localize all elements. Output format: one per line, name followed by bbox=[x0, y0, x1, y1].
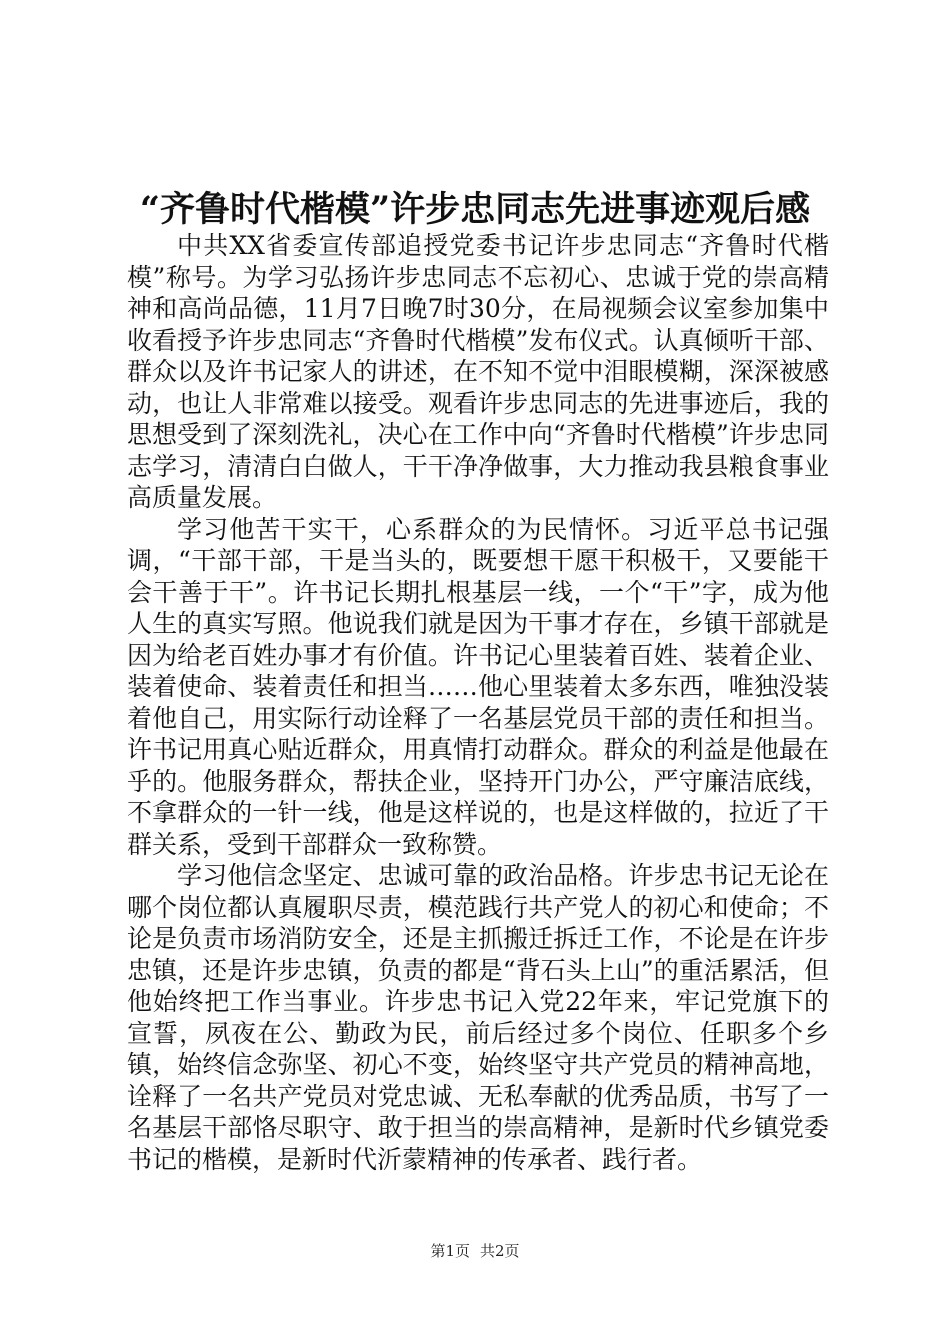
paragraph-3: 学习他信念坚定、忠诚可靠的政治品格。许步忠书记无论在哪个岗位都认真履职尽责，模范践行共产党人的初心和使命；不论是负责市场消防安全，还是主抓搬迁拆迁工作，不论是在许步忠镇，还是许步忠镇，负责的都是“背石头上山”的重活累活，但他始终把工作当事业。许步忠书记入党22年来，牢记党旗下的宣誓，夙夜在公、勤政为民，前后经过多个岗位、任职多个乡镇，始终信念弥坚、初心不变，始终坚守共产党员的精神高地，诠释了一名共产党员对党忠诚、无私奉献的优秀品质，书写了一名基层干部恪尽职守、敢于担当的崇高精神，是新时代乡镇党委书记的楷模，是新时代沂蒙精神的传承者、践行者。 bbox=[127, 861, 829, 1174]
page-footer bbox=[0, 1240, 950, 1262]
page-number-current: 第1页 bbox=[430, 1242, 470, 1260]
document-body bbox=[127, 230, 829, 1175]
paragraph-2: 学习他苦干实干，心系群众的为民情怀。习近平总书记强调，“干部干部，干是当头的，既要想干愿干积极干，又要能干会干善于干”。许书记长期扎根基层一线，一个“干”字，成为他人生的真实写照。他说我们就是因为干事才存在，乡镇干部就是因为给老百姓办事才有价值。许书记心里装着百姓、装着企业、装着使命、装着责任和担当……他心里装着太多东西，唯独没装着他自己，用实际行动诠释了一名基层党员干部的责任和担当。许书记用真心贴近群众，用真情打动群众。群众的利益是他最在乎的。他服务群众，帮扶企业，坚持开门办公，严守廉洁底线，不拿群众的一针一线，他是这样说的，也是这样做的，拉近了干群关系，受到干部群众一致称赞。 bbox=[127, 514, 829, 859]
document-title: “齐鲁时代楷模”许步忠同志先进事迹观后感 bbox=[139, 189, 811, 230]
page-number-total: 共2页 bbox=[480, 1242, 520, 1260]
paragraph-1: 中共XX省委宣传部追授党委书记许步忠同志“齐鲁时代楷模”称号。为学习弘扬许步忠同志不忘初心、忠诚于党的崇高精神和高尚品德，11月7日晚7时30分，在局视频会议室参加集中收看授予许步忠同志“齐鲁时代楷模”发布仪式。认真倾听干部、群众以及许书记家人的讲述，在不知不觉中泪眼模糊，深深被感动，也让人非常难以接受。观看许步忠同志的先进事迹后，我的思想受到了深刻洗礼，决心在工作中向“齐鲁时代楷模”许步忠同志学习，清清白白做人，干干净净做事，大力推动我县粮食事业高质量发展。 bbox=[127, 231, 829, 512]
